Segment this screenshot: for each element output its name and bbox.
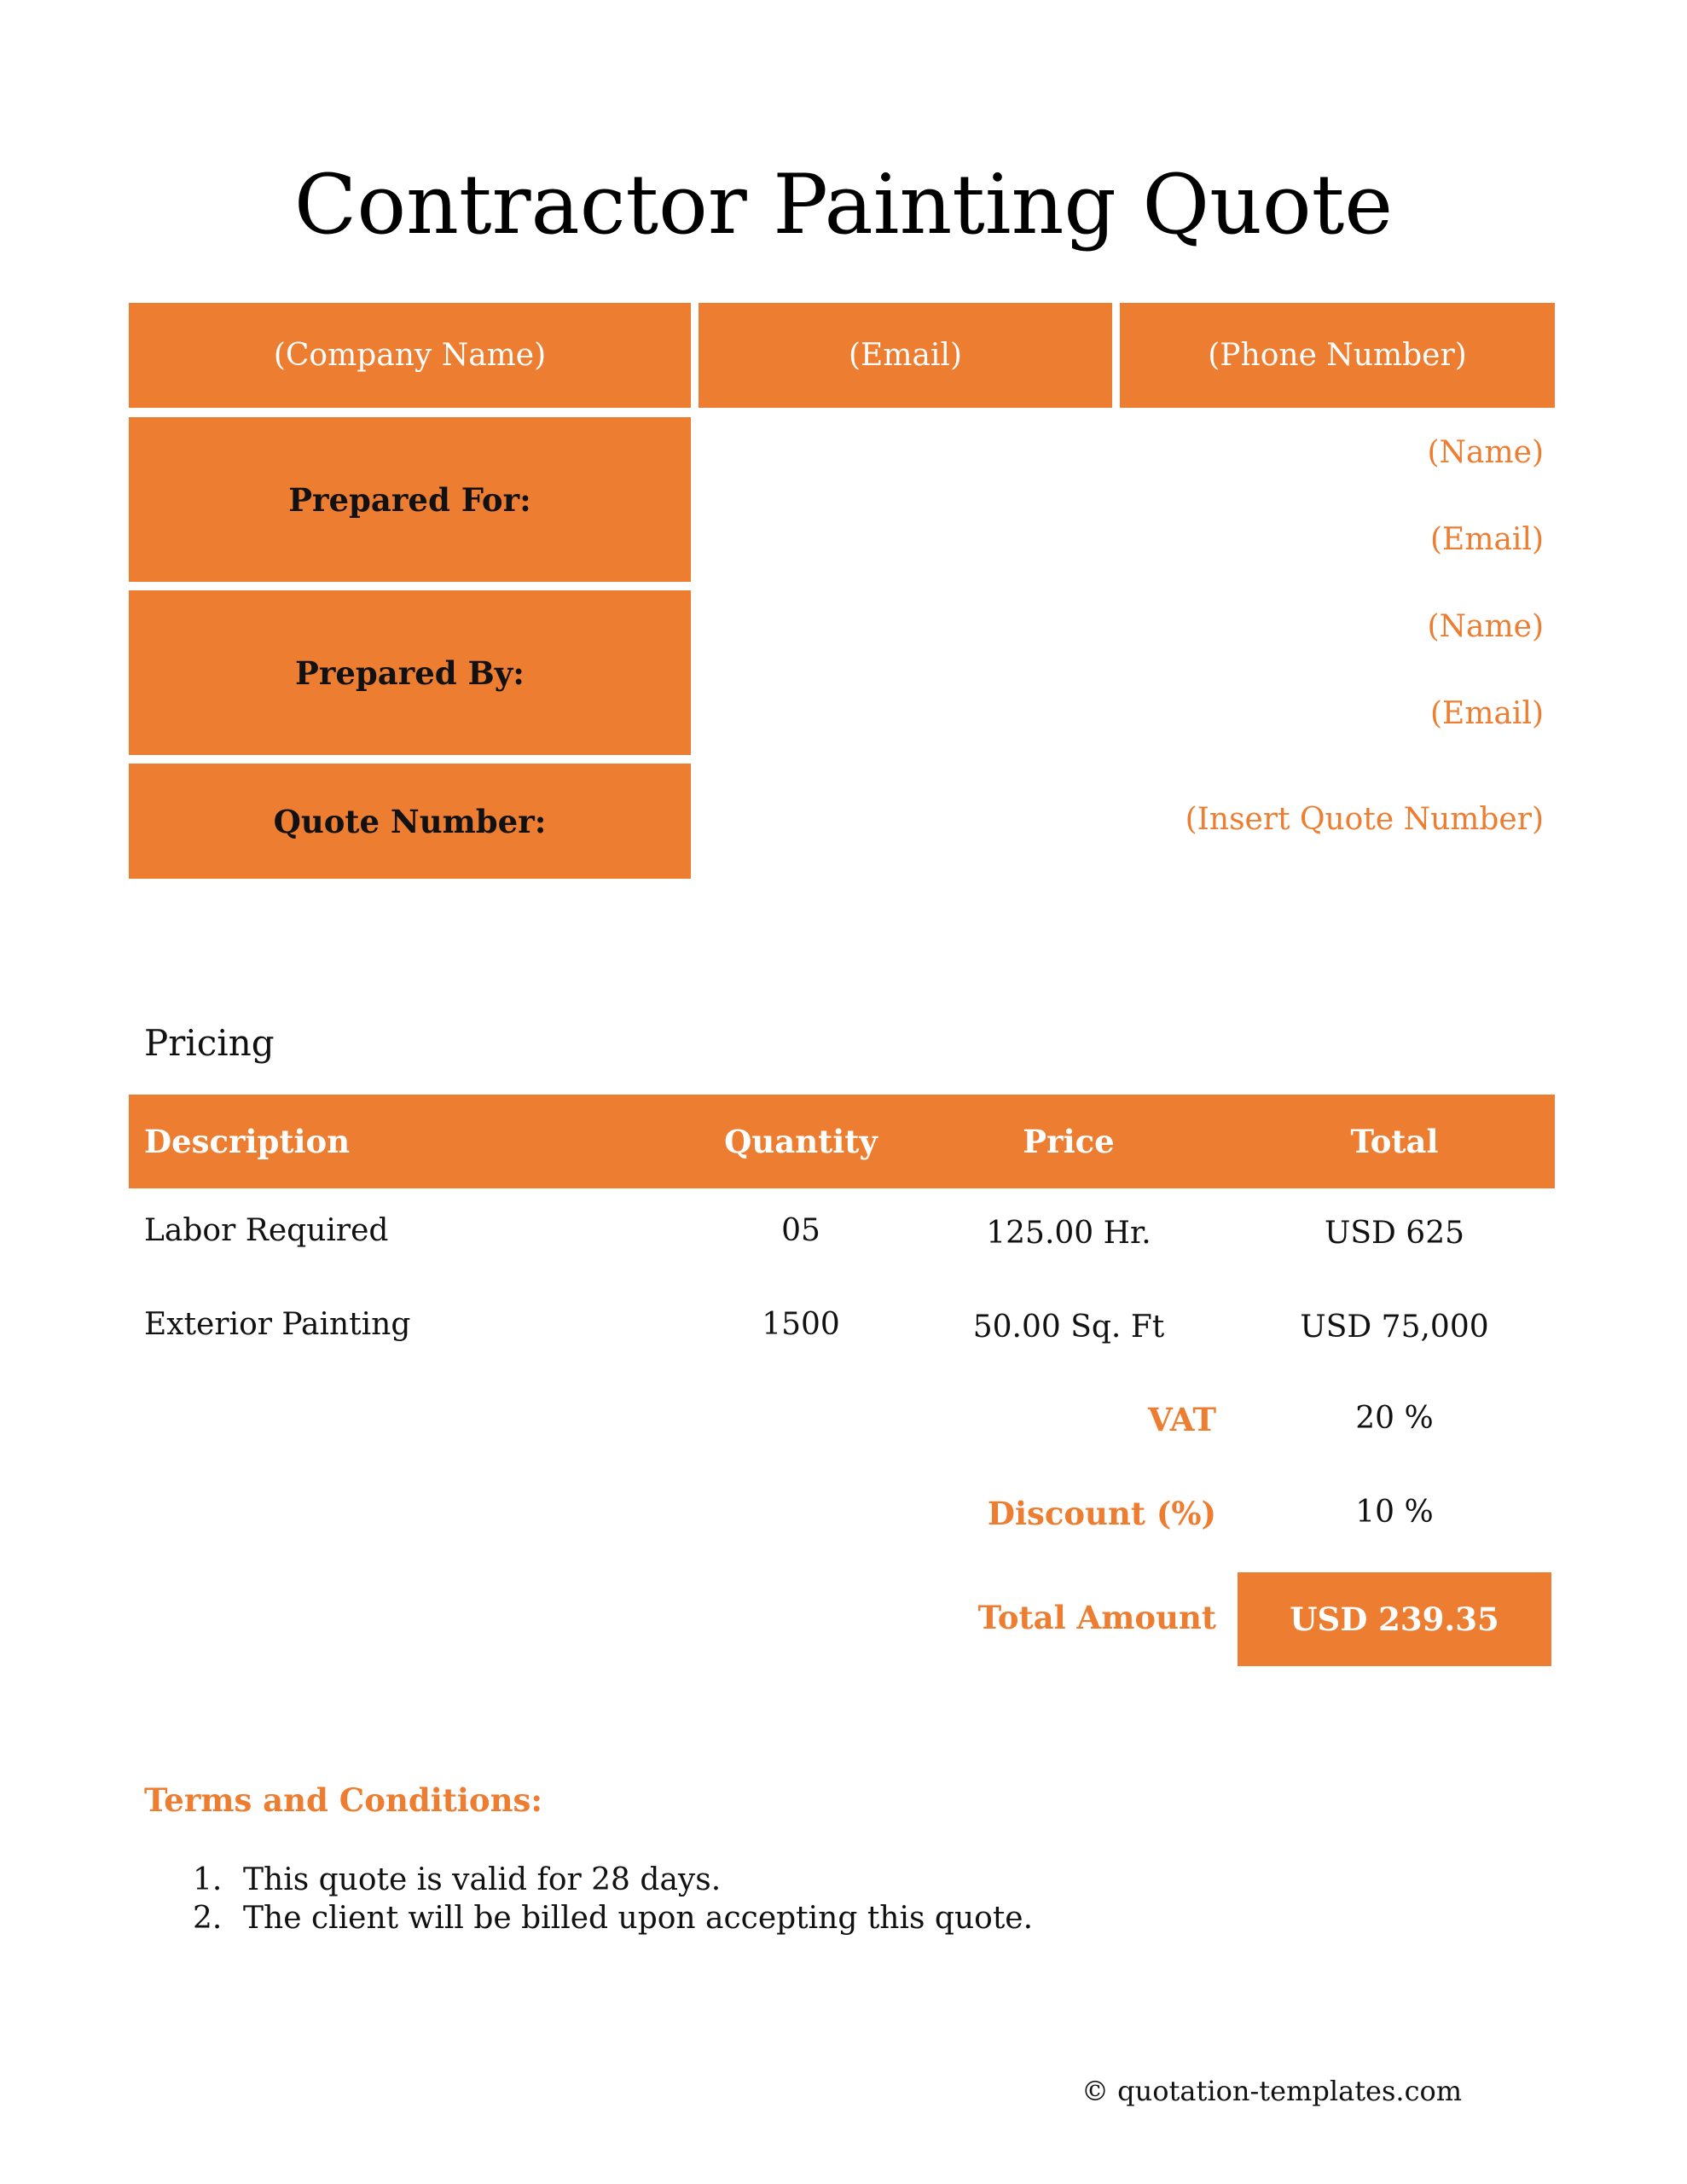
column-header-total: Total [1350,1123,1439,1160]
table-row-total: USD 625 [1324,1216,1465,1251]
company-phone-cell: (Phone Number) [1120,303,1555,408]
discount-label: Discount (%) [987,1495,1216,1532]
terms-item-text: The client will be billed upon accepting this quote. [243,1901,1034,1936]
total-amount-label: Total Amount [977,1599,1216,1636]
table-row-description: Exterior Painting [144,1307,411,1342]
vat-value: 20 % [1355,1401,1434,1436]
footer-copyright: © quotation-templates.com [1081,2075,1463,2107]
table-row-total: USD 75,000 [1300,1310,1489,1345]
total-amount-value: USD 239.35 [1238,1572,1551,1666]
terms-title: Terms and Conditions: [144,1781,542,1819]
pricing-section-label: Pricing [144,1022,275,1064]
page-title: Contractor Painting Quote [293,157,1394,253]
prepared-for-email: (Email) [1430,522,1544,557]
column-header-description: Description [144,1123,351,1160]
prepared-for-name: (Name) [1427,435,1544,470]
prepared-by-email: (Email) [1430,696,1544,731]
quote-number-label: Quote Number: [129,764,691,879]
table-row-price: 50.00 Sq. Ft [972,1310,1165,1345]
prepared-by-name: (Name) [1427,609,1544,644]
prepared-for-label: Prepared For: [129,417,691,582]
terms-item-number: 1. [193,1862,223,1897]
vat-label: VAT [1147,1401,1216,1438]
table-row-description: Labor Required [144,1213,389,1248]
table-row-quantity: 05 [781,1213,820,1248]
discount-value: 10 % [1355,1495,1434,1530]
table-row-quantity: 1500 [762,1307,840,1342]
quote-number-value: (Insert Quote Number) [1185,802,1544,837]
column-header-price: Price [1023,1123,1115,1160]
company-name-cell: (Company Name) [129,303,691,408]
table-row-price: 125.00 Hr. [986,1216,1151,1251]
prepared-by-label: Prepared By: [129,590,691,755]
terms-item-number: 2. [193,1901,223,1936]
column-header-quantity: Quantity [724,1123,878,1160]
terms-item-text: This quote is valid for 28 days. [243,1862,722,1897]
company-email-cell: (Email) [699,303,1112,408]
